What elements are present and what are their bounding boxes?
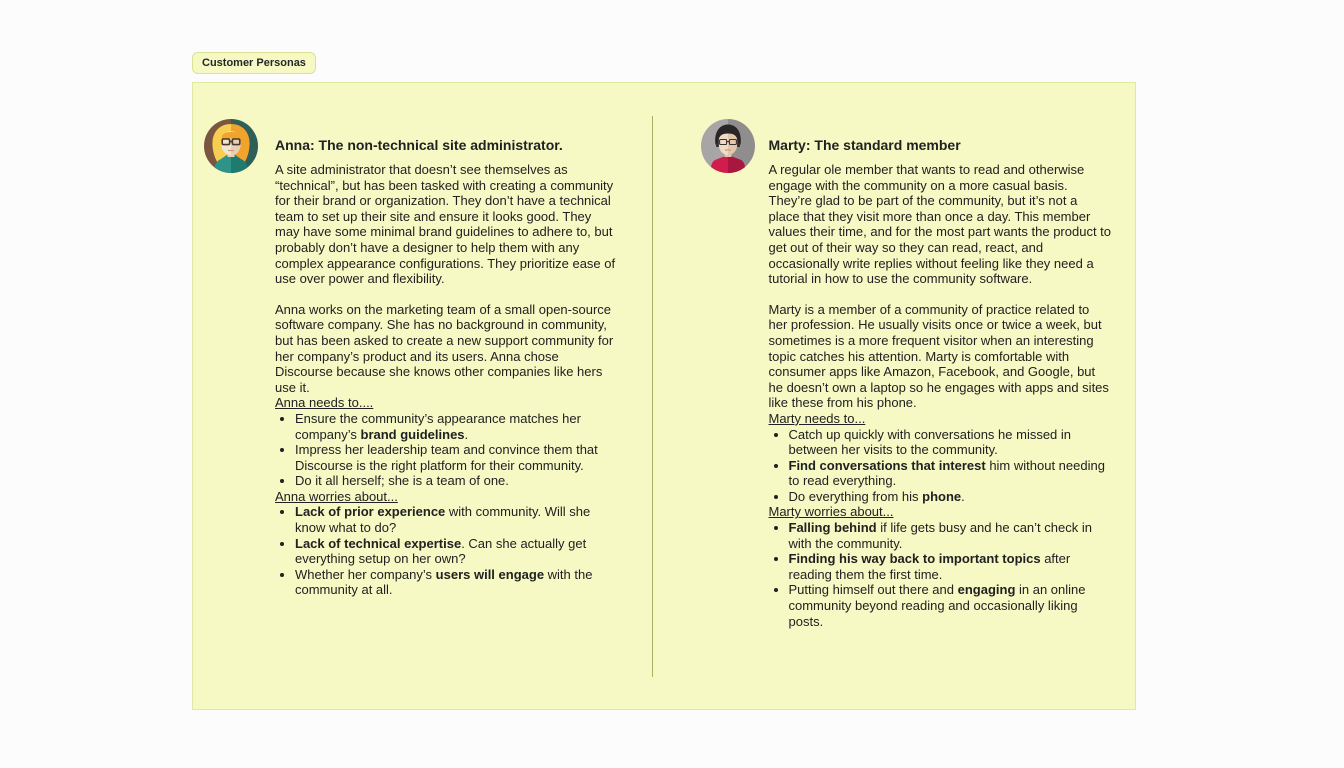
list-item: • Putting himself out there and engaging in an online community beyond reading and occasionally liking posts. <box>789 582 1112 629</box>
list-item: • Lack of technical expertise. Can she actually get everything setup on her own? <box>295 536 618 567</box>
persona-anna-needs-list <box>275 411 618 489</box>
list-item: • Do everything from his phone. <box>789 489 1112 505</box>
persona-anna-text <box>275 119 618 598</box>
persona-anna-needs-label: Anna needs to.... <box>275 395 374 411</box>
persona-marty-needs-label: Marty needs to... <box>768 410 866 426</box>
list-item: • Catch up quickly with conversations he missed in between her visits to the community. <box>789 427 1112 458</box>
persona-anna-heading: Anna: The non-technical site administrator. <box>275 137 563 153</box>
personas-panel <box>192 82 1136 710</box>
list-item: • Do it all herself; she is a team of one. <box>295 473 618 489</box>
persona-marty-column <box>652 83 1136 709</box>
persona-anna-paragraph-1: A site administrator that doesn’t see themselves as “technical”, but has been tasked with creating a community for their brand or organization. They don’t have a technical team to set up their site and ensure it looks good. They may have some minimal brand guidelines to adhere to, but probably don’t have a designer to help them with any complex appearance configurations. They prioritize ease of use over power and flexibility. <box>275 162 616 287</box>
persona-marty-worries-label: Marty worries about... <box>768 504 894 520</box>
list-item: • Impress her leadership team and convince them that Discourse is the right platform for their community. <box>295 442 618 473</box>
persona-marty-needs-list <box>769 427 1112 505</box>
persona-marty-worries-list <box>769 520 1112 629</box>
list-item: • Ensure the community’s appearance matches her company’s brand guidelines. <box>295 411 618 442</box>
list-item: • Falling behind if life gets busy and he can’t check in with the community. <box>789 520 1112 551</box>
list-item: • Find conversations that interest him without needing to read everything. <box>789 458 1112 489</box>
marty-avatar-icon <box>701 119 755 173</box>
persona-marty-text <box>769 119 1112 629</box>
list-item: • Finding his way back to important topics after reading them the first time. <box>789 551 1112 582</box>
persona-anna-worries-label: Anna worries about... <box>275 488 398 504</box>
list-item: • Lack of prior experience with community. Will she know what to do? <box>295 504 618 535</box>
persona-marty-paragraph-2: Marty is a member of a community of practice related to her profession. He usually visits once or twice a week, but sometimes is a more frequent visitor when an interesting topic catches his attention. Marty is comfortable with consumer apps like Amazon, Facebook, and Google, but he doesn’t own a laptop so he engages with apps and sites like these from his phone. <box>768 301 1109 411</box>
anna-avatar-icon <box>204 119 258 173</box>
column-divider <box>652 116 653 677</box>
persona-anna-column <box>193 83 652 709</box>
persona-marty-paragraph-1: A regular ole member that wants to read and otherwise engage with the community on a more casual basis. They’re glad to be part of the community, but it’s not a place that they visit more than once a day. This member values their time, and for the most part wants the product to get out of their way so they can read, react, and occasionally write replies without feeling like they need a tutorial in how to use the community software. <box>768 162 1112 287</box>
persona-marty-heading: Marty: The standard member <box>768 137 961 153</box>
list-item: • Whether her company’s users will engage with the community at all. <box>295 567 618 598</box>
persona-anna-worries-list <box>275 504 618 598</box>
persona-anna-paragraph-2: Anna works on the marketing team of a small open-source software company. She has no background in community, but has been asked to create a new support community for her company’s product and its users. Anna chose Discourse because she knows other companies like hers use it. <box>275 301 614 395</box>
personas-canvas <box>192 52 1136 710</box>
tab-customer-personas[interactable]: Customer Personas <box>192 52 316 74</box>
